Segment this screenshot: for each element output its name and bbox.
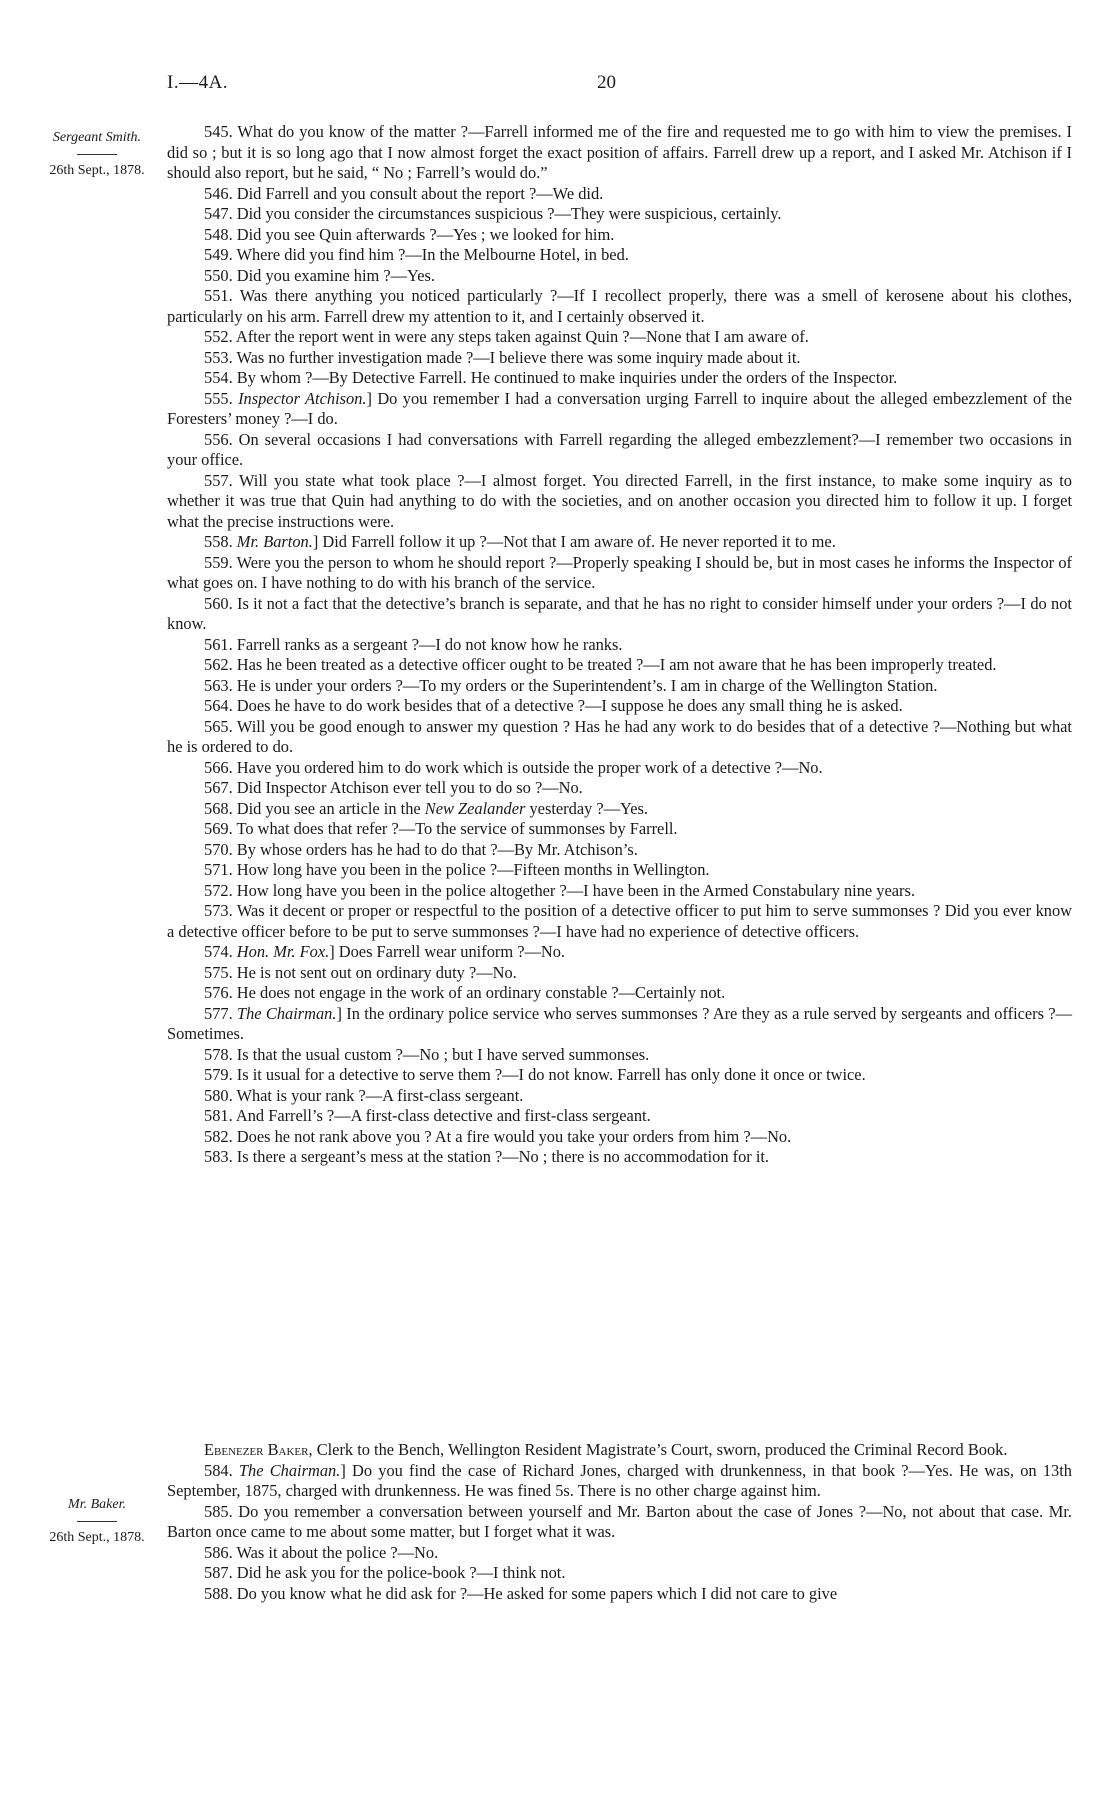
margin-date: 26th Sept., 1878. bbox=[49, 163, 145, 178]
question-paragraph bbox=[167, 1086, 1072, 1107]
question-text: Does he not rank above you ? At a fire would you take your orders from him ?—No. bbox=[232, 1126, 792, 1146]
question-number: 559. bbox=[204, 552, 233, 572]
margin-divider bbox=[77, 1521, 117, 1522]
question-number: 555. bbox=[204, 388, 233, 408]
question-paragraph bbox=[167, 860, 1072, 881]
margin-date: 26th Sept., 1878. bbox=[49, 1530, 145, 1545]
question-text: He does not engage in the work of an ordinary constable ?—Certainly not. bbox=[232, 983, 726, 1002]
question-text: What is your rank ?—A first-class sergeant. bbox=[232, 1085, 524, 1105]
question-number: 562. bbox=[204, 655, 233, 674]
evidence-block-smith bbox=[167, 122, 1072, 1168]
question-number: 567. bbox=[204, 778, 233, 797]
question-paragraph bbox=[167, 184, 1072, 205]
question-paragraph bbox=[167, 266, 1072, 287]
question-number: 583. bbox=[204, 1147, 233, 1166]
question-text-continued: ] Did Farrell follow it up ?—Not that I am aware of. He never reported it to me. bbox=[312, 532, 836, 551]
question-paragraph bbox=[167, 389, 1072, 430]
question-text: Was there anything you noticed particularly ?—If I recollect properly, there was a smell of kerosene about his clothes, particularly on his arm. Farrell drew my attention to it, and I certainly observed it. bbox=[167, 286, 1072, 326]
speaker-name: Mr. Barton. bbox=[236, 532, 313, 551]
question-paragraph bbox=[167, 635, 1072, 656]
question-text: By whom ?—By Detective Farrell. He continued to make inquiries under the orders of the Inspector. bbox=[232, 368, 898, 387]
question-text: Is that the usual custom ?—No ; but I have served summonses. bbox=[232, 1044, 650, 1064]
question-paragraph bbox=[167, 327, 1072, 348]
question-paragraph bbox=[167, 1461, 1072, 1502]
question-paragraph bbox=[167, 778, 1072, 799]
question-number: 588. bbox=[204, 1583, 233, 1603]
question-text: Did Inspector Atchison ever tell you to do so ?—No. bbox=[232, 778, 583, 797]
question-text: Were you the person to whom he should report ?—Properly speaking I should be, but in most cases he informs the Inspector of what goes on. I have nothing to do with his branch of the service. bbox=[167, 552, 1072, 592]
question-number: 575. bbox=[204, 962, 233, 982]
question-text: Did Farrell and you consult about the report ?—We did. bbox=[232, 183, 604, 203]
margin-witness-name: Sergeant Smith. bbox=[52, 130, 142, 145]
question-number: 571. bbox=[204, 860, 233, 879]
question-paragraph bbox=[167, 122, 1072, 184]
question-number: 572. bbox=[204, 880, 233, 900]
question-paragraph bbox=[167, 225, 1072, 246]
question-text: Did you consider the circumstances suspicious ?—They were suspicious, certainly. bbox=[232, 204, 782, 223]
question-text-continued: ] Do you remember I had a conversation urging Farrell to inquire about the alleged embezzlement of the Foresters’ money ?—I do. bbox=[167, 388, 1072, 428]
question-number: 552. bbox=[204, 327, 233, 346]
speaker-name: The Chairman. bbox=[238, 1460, 341, 1480]
question-number: 585. bbox=[204, 1501, 233, 1521]
question-number: 579. bbox=[204, 1065, 233, 1084]
question-number: 561. bbox=[204, 634, 233, 654]
question-number: 569. bbox=[204, 819, 233, 838]
question-paragraph bbox=[167, 1045, 1072, 1066]
question-paragraph bbox=[167, 1127, 1072, 1148]
question-text: Has he been treated as a detective officer ought to be treated ?—I am not aware that he has been improperly treated. bbox=[232, 655, 997, 674]
question-text: Farrell ranks as a sergeant ?—I do not know how he ranks. bbox=[232, 634, 623, 654]
question-paragraph bbox=[167, 758, 1072, 779]
question-text: And Farrell’s ?—A first-class detective and first-class sergeant. bbox=[232, 1106, 651, 1125]
question-text: By whose orders has he had to do that ?—By Mr. Atchison’s. bbox=[232, 839, 638, 859]
question-paragraph bbox=[167, 553, 1072, 594]
question-paragraph bbox=[167, 963, 1072, 984]
question-paragraph bbox=[167, 348, 1072, 369]
question-text-continued: yesterday ?—Yes. bbox=[525, 798, 648, 818]
question-text: Did you examine him ?—Yes. bbox=[232, 265, 435, 285]
question-text-continued: ] In the ordinary police service who serves summonses ? Are they as a rule served by sergeants and officers ?—Sometimes. bbox=[167, 1003, 1072, 1043]
question-number: 560. bbox=[204, 593, 233, 613]
question-paragraph bbox=[167, 942, 1072, 963]
question-text: He is not sent out on ordinary duty ?—No. bbox=[232, 962, 517, 982]
baker-questions bbox=[167, 1461, 1072, 1605]
question-text: Was no further investigation made ?—I believe there was some inquiry made about it. bbox=[232, 347, 801, 367]
question-number: 558. bbox=[204, 532, 233, 551]
question-number: 573. bbox=[204, 901, 233, 920]
question-number: 570. bbox=[204, 839, 233, 859]
question-text: On several occasions I had conversations with Farrell regarding the alleged embezzlement?—I remember two occasions in your office. bbox=[167, 429, 1072, 469]
question-text: Did you see Quin afterwards ?—Yes ; we looked for him. bbox=[232, 224, 615, 244]
question-paragraph bbox=[167, 676, 1072, 697]
question-paragraph bbox=[167, 286, 1072, 327]
question-paragraph bbox=[167, 983, 1072, 1004]
question-text: What do you know of the matter ?—Farrell informed me of the fire and requested me to go with him to view the premises. I did so ; but it is so long ago that I now almost forget the exact position of affairs. Farrell drew up a report, and I asked Mr. Atchison if I should also report, but he said, “ No ; Farrell’s would do.” bbox=[167, 122, 1072, 182]
question-number: 580. bbox=[204, 1085, 233, 1105]
question-text: Does he have to do work besides that of a detective ?—I suppose he does any small thing he is asked. bbox=[232, 696, 903, 715]
question-number: 586. bbox=[204, 1542, 233, 1562]
margin-note-baker bbox=[22, 1495, 172, 1547]
question-paragraph bbox=[167, 717, 1072, 758]
question-paragraph bbox=[167, 1147, 1072, 1168]
question-text: Where did you find him ?—In the Melbourne Hotel, in bed. bbox=[232, 245, 629, 264]
question-number: 576. bbox=[204, 983, 233, 1002]
speaker-name: Hon. Mr. Fox. bbox=[236, 942, 330, 961]
question-paragraph bbox=[167, 655, 1072, 676]
margin-note-smith bbox=[22, 128, 172, 180]
question-paragraph bbox=[167, 1004, 1072, 1045]
question-text: After the report went in were any steps taken against Quin ?—None that I am aware of. bbox=[232, 327, 809, 346]
witness-intro bbox=[167, 1440, 1072, 1461]
question-paragraph bbox=[167, 1065, 1072, 1086]
question-text: Did he ask you for the police-book ?—I think not. bbox=[232, 1563, 566, 1582]
question-text: Will you be good enough to answer my question ? Has he had any work to do besides that of a detective ?—Nothing but what he is ordered to do. bbox=[167, 716, 1072, 756]
question-paragraph bbox=[167, 594, 1072, 635]
question-number: 556. bbox=[204, 429, 233, 449]
question-paragraph bbox=[167, 471, 1072, 533]
question-paragraph bbox=[167, 1584, 1072, 1605]
question-number: 578. bbox=[204, 1044, 233, 1064]
question-paragraph bbox=[167, 1106, 1072, 1127]
question-paragraph bbox=[167, 430, 1072, 471]
evidence-block-baker bbox=[167, 1440, 1072, 1604]
question-paragraph bbox=[167, 1543, 1072, 1564]
question-text: Have you ordered him to do work which is outside the proper work of a detective ?—No. bbox=[232, 757, 823, 777]
question-text: Was it decent or proper or respectful to the position of a detective officer to put him to serve summonses ? Did you ever know a detective officer before to be put to serve summonses ?—I have had no experience of detective officers. bbox=[167, 901, 1072, 941]
question-paragraph bbox=[167, 1502, 1072, 1543]
question-number: 563. bbox=[204, 675, 233, 695]
question-text-continued: ] Does Farrell wear uniform ?—No. bbox=[329, 942, 565, 961]
question-paragraph bbox=[167, 1563, 1072, 1584]
question-text: He is under your orders ?—To my orders or the Superintendent’s. I am in charge of the Wellington Station. bbox=[232, 675, 938, 695]
question-paragraph bbox=[167, 840, 1072, 861]
question-paragraph bbox=[167, 696, 1072, 717]
page-number: 20 bbox=[597, 72, 616, 93]
question-number: 553. bbox=[204, 347, 233, 367]
question-paragraph bbox=[167, 245, 1072, 266]
question-text: Was it about the police ?—No. bbox=[232, 1542, 439, 1562]
question-number: 557. bbox=[204, 470, 233, 490]
question-paragraph bbox=[167, 799, 1072, 820]
question-paragraph bbox=[167, 819, 1072, 840]
question-text: Will you state what took place ?—I almost forget. You directed Farrell, in the first instance, to make some inquiry as to whether it was true that Quin had anything to do with the societies, and on another occasion you directed him to follow it up. I forget what the precise instructions were. bbox=[167, 470, 1072, 531]
question-number: 550. bbox=[204, 265, 233, 285]
question-number: 547. bbox=[204, 204, 233, 223]
question-number: 545. bbox=[204, 122, 233, 141]
margin-divider bbox=[77, 154, 117, 155]
witness-description: Clerk to the Bench, Wellington Resident Magistrate’s Court, sworn, produced the Criminal Record Book. bbox=[312, 1440, 1008, 1459]
question-text: How long have you been in the police ?—Fifteen months in Wellington. bbox=[232, 860, 710, 879]
question-text: Do you remember a conversation between yourself and Mr. Barton about the case of Jones ?—No, not about that case. Mr. Barton once came to me about some matter, but I forget what it was. bbox=[167, 1501, 1072, 1541]
question-number: 551. bbox=[204, 286, 233, 305]
question-number: 564. bbox=[204, 696, 233, 715]
question-paragraph bbox=[167, 368, 1072, 389]
speaker-name: New Zealander bbox=[424, 798, 526, 818]
question-number: 565. bbox=[204, 716, 233, 736]
question-number: 554. bbox=[204, 368, 233, 387]
speaker-name: Inspector Atchison. bbox=[238, 388, 367, 408]
question-text-continued: ] Do you find the case of Richard Jones, charged with drunkenness, in that book ?—Yes. He was, on 13th September, 1875, charged with drunkenness. He was fined 5s. There is no other charge against him. bbox=[167, 1460, 1072, 1500]
margin-witness-name: Mr. Baker. bbox=[68, 1497, 126, 1512]
question-text: How long have you been in the police altogether ?—I have been in the Armed Constabulary nine years. bbox=[232, 880, 915, 900]
question-number: 577. bbox=[204, 1003, 233, 1023]
speaker-name: The Chairman. bbox=[237, 1003, 337, 1023]
question-number: 549. bbox=[204, 245, 233, 264]
question-text: Do you know what he did ask for ?—He asked for some papers which I did not care to give bbox=[232, 1583, 838, 1603]
question-text: Did you see an article in the bbox=[232, 798, 425, 818]
question-text: Is there a sergeant’s mess at the station ?—No ; there is no accommodation for it. bbox=[232, 1147, 770, 1166]
question-text: To what does that refer ?—To the service of summonses by Farrell. bbox=[232, 819, 678, 838]
question-paragraph bbox=[167, 204, 1072, 225]
question-paragraph bbox=[167, 901, 1072, 942]
question-paragraph bbox=[167, 881, 1072, 902]
question-number: 584. bbox=[204, 1460, 233, 1480]
question-number: 574. bbox=[204, 942, 233, 961]
question-number: 581. bbox=[204, 1106, 233, 1125]
witness-name: Ebenezer Baker, bbox=[204, 1440, 313, 1459]
question-number: 546. bbox=[204, 183, 233, 203]
question-text: Is it usual for a detective to serve them ?—I do not know. Farrell has only done it once or twice. bbox=[232, 1065, 866, 1084]
question-number: 587. bbox=[204, 1563, 233, 1582]
paper-reference: I.—4A. bbox=[167, 72, 229, 93]
question-number: 566. bbox=[204, 757, 233, 777]
question-text: Is it not a fact that the detective’s branch is separate, and that he has no right to consider himself under your orders ?—I do not know. bbox=[167, 593, 1072, 633]
question-number: 568. bbox=[204, 798, 233, 818]
question-number: 548. bbox=[204, 224, 233, 244]
question-number: 582. bbox=[204, 1126, 233, 1146]
question-paragraph bbox=[167, 532, 1072, 553]
